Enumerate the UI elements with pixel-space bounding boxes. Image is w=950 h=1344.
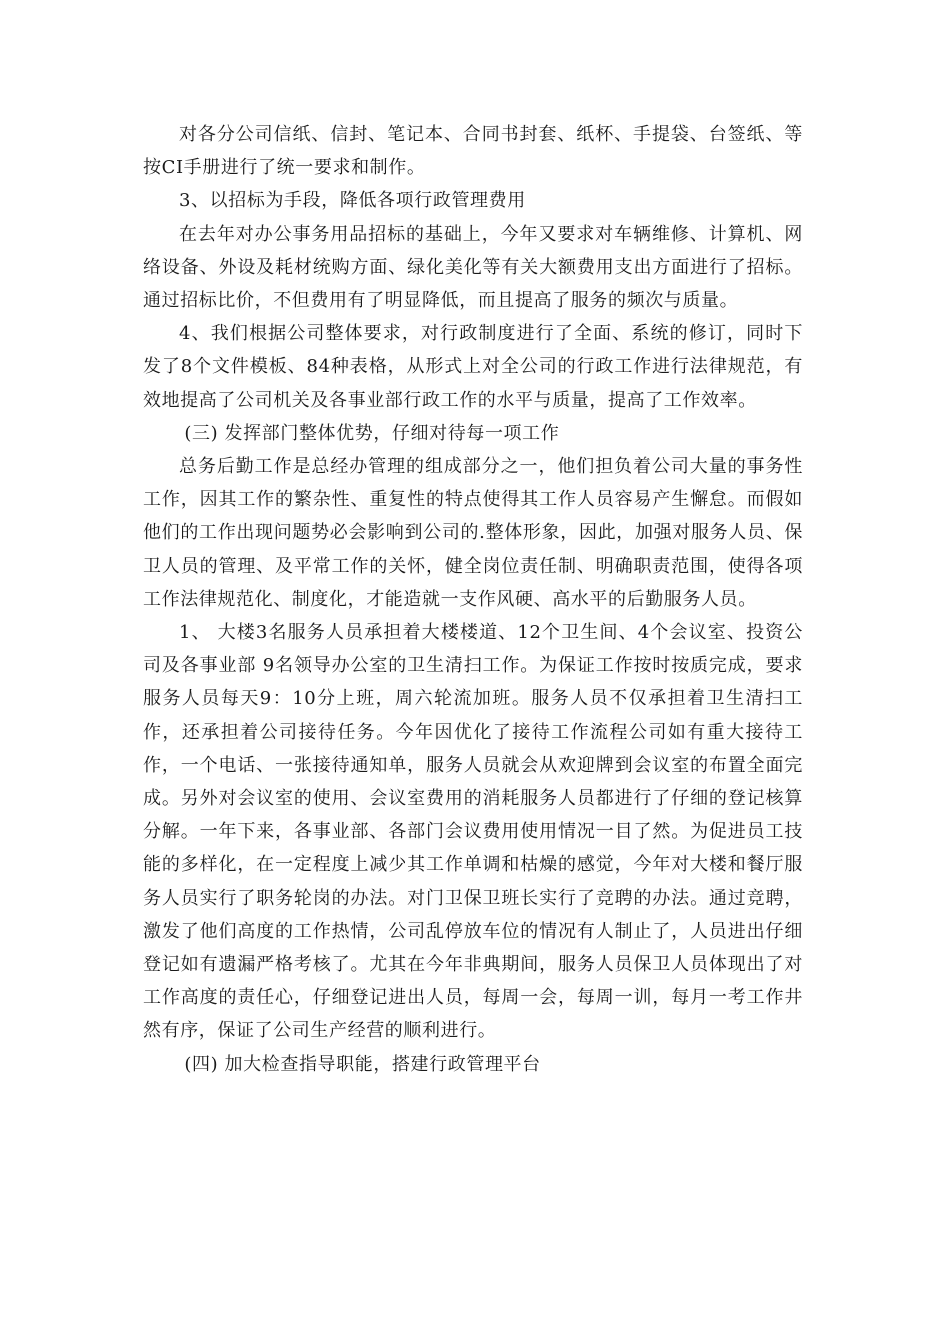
document-body xyxy=(143,118,803,1081)
paragraph-bidding-heading: 3、以招标为手段，降低各项行政管理费用 xyxy=(179,190,526,212)
paragraph-building-service: 1、 大楼3名服务人员承担着大楼楼道、12个卫生间、4个会议室、投资公司及各事业部 9名领导办公室的卫生清扫工作。为保证工作按时按质完成，要求服务人员每天9：10分上班，周六轮流加班。服务人员不仅承担着卫生清扫工作，还承担着公司接待任务。今年因优化了接待工作流程公司如有重大接待工作，一个电话、一张接待通知单，服务人员就会从欢迎牌到会议室的布置全面完成。另外对会议室的使用、会议室费用的消耗服务人员都进行了仔细的登记核算分解。一年下来，各事业部、各部门会议费用使用情况一目了然。为促进员工技能的多样化，在一定程度上减少其工作单调和枯燥的感觉，今年对大楼和餐厅服务人员实行了职务轮岗的办法。对门卫保卫班长实行了竞聘的办法。通过竞聘，激发了他们高度的工作热情，公司乱停放车位的情况有人制止了，人员进出仔细登记如有遗漏严格考核了。尤其在今年非典期间，服务人员保卫人员体现出了对工作高度的责任心，仔细登记进出人员，每周一会，每周一训，每月一考工作井然有序，保证了公司生产经营的顺利进行。 xyxy=(143,622,803,1042)
section-heading-3: (三) 发挥部门整体优势，仔细对待每一项工作 xyxy=(184,422,560,444)
paragraph-regulation-revision: 4、我们根据公司整体要求，对行政制度进行了全面、系统的修订，同时下发了8个文件模板、84种表格，从形式上对全公司的行政工作进行法律规范，有效地提高了公司机关及各事业部行政工作的水平与质量，提高了工作效率。 xyxy=(143,323,803,411)
section-heading-4: (四) 加大检查指导职能，搭建行政管理平台 xyxy=(184,1053,541,1075)
paragraph-bidding-body: 在去年对办公事务用品招标的基础上，今年又要求对车辆维修、计算机、网络设备、外设及耗材统购方面、绿化美化等有关大额费用支出方面进行了招标。通过招标比价，不但费用有了明显降低，而且提高了服务的频次与质量。 xyxy=(143,223,803,312)
paragraph-logistics-overview: 总务后勤工作是总经办管理的组成部分之一，他们担负着公司大量的事务性工作，因其工作的繁杂性、重复性的特点使得其工作人员容易产生懈怠。而假如他们的工作出现问题势必会影响到公司的.整体形象，因此，加强对服务人员、保卫人员的管理、及平常工作的关怀，健全岗位责任制、明确职责范围，使得各项工作法律规范化、制度化，才能造就一支作风硬、高水平的后勤服务人员。 xyxy=(143,456,803,610)
paragraph-ci-stationery: 对各分公司信纸、信封、笔记本、合同书封套、纸杯、手提袋、台签纸、等按CI手册进行了统一要求和制作。 xyxy=(143,124,803,179)
